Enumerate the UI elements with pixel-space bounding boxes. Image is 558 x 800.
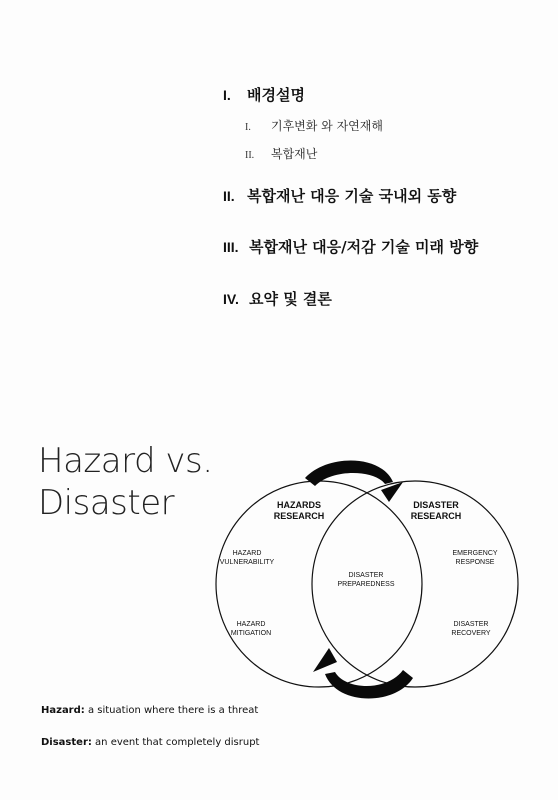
slide-title [38,440,213,524]
disaster-recovery-line-2: RECOVERY [451,630,491,637]
venn-diagram [205,460,525,700]
toc-item-label: 복합재난 대응 기술 국내외 동향 [247,187,457,205]
toc-item-number: III. [223,239,239,255]
toc-item-label: 요약 및 결론 [249,290,332,308]
hazard-definition-term: Hazard: [41,705,85,716]
toc-subitem-number: II. [245,150,255,161]
toc-item-number: I. [223,87,231,103]
disaster-preparedness-line-1: DISASTER [348,572,384,579]
disaster-definition-text: an event that completely disrupt [91,737,260,748]
table-of-contents [0,0,558,330]
emergency-response-line-1: EMERGENCY [452,550,498,557]
toc-subitem-label: 복합재난 [271,147,318,161]
hazard-mitigation-line-2: MITIGATION [230,630,272,637]
hazard-vulnerability-line-2: VULNERABILITY [219,559,275,566]
toc-item-future-direction [223,236,478,257]
toc-item-background [223,84,305,105]
toc-item-number: IV. [223,291,239,307]
hazards-heading-line-2: RESEARCH [273,511,325,521]
toc-item-trends [223,185,456,206]
toc-item-summary [223,288,332,309]
hazard-vulnerability-line-1: HAZARD [232,550,262,557]
slide-title-line-2: Disaster [38,483,175,523]
disaster-preparedness-line-2: PREPAREDNESS [337,581,395,588]
disaster-definition-term: Disaster: [41,737,92,748]
top-cycle-arrow [305,460,403,502]
hazards-heading-line-1: HAZARDS [277,500,321,510]
toc-subitem-number: I. [245,122,251,133]
disaster-recovery-line-1: DISASTER [453,621,489,628]
hazard-mitigation-line-1: HAZARD [236,621,266,628]
emergency-response-line-2: RESPONSE [455,559,495,566]
toc-subitem-climate-change [245,117,383,134]
toc-item-number: II. [223,188,235,204]
hazard-definition-text: a situation where there is a threat [84,705,259,716]
hazard-definition [41,705,258,716]
toc-subitem-label: 기후변화 와 자연재해 [271,119,383,133]
toc-item-label: 복합재난 대응/저감 기술 미래 방향 [249,238,479,256]
disaster-heading-line-2: RESEARCH [410,511,462,521]
slide-title-line-1: Hazard vs. [38,441,213,481]
disaster-definition [41,737,259,748]
toc-subitem-complex-disaster [245,145,317,162]
toc-item-label: 배경설명 [247,86,305,104]
disaster-heading-line-1: DISASTER [413,500,459,510]
